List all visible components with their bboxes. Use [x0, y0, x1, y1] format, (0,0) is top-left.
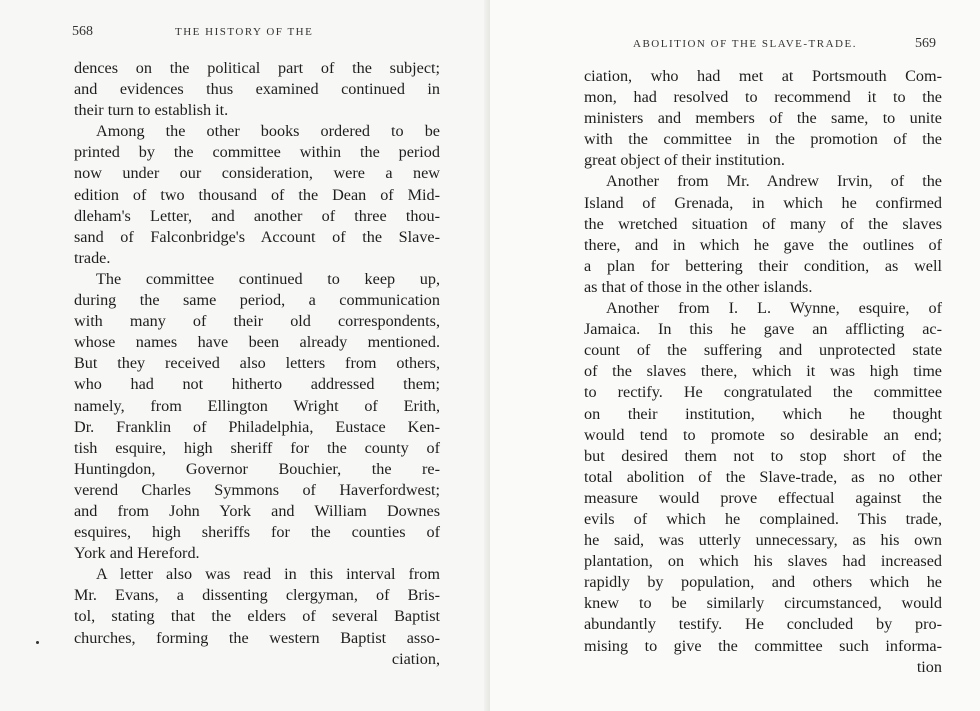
text-line: dences on the political part of the subject;	[74, 59, 440, 77]
page-number: 569	[915, 36, 936, 51]
text-line: whose names have been already mentioned.	[74, 333, 440, 352]
text-line: now under our consideration, were a new	[74, 164, 440, 183]
text-line: but desired them not to stop short of the	[584, 446, 942, 465]
text-line: churches, forming the western Baptist asso-	[74, 628, 440, 647]
text-line: he said, was utterly unnecessary, as his own	[584, 531, 942, 550]
text-line: and evidences thus examined continued in	[74, 80, 440, 99]
text-line: ciation,	[391, 649, 440, 668]
running-head: ABOLITION OF THE SLAVE-TRADE.	[633, 38, 857, 50]
text-line: Dr. Franklin of Philadelphia, Eustace Ken-	[74, 417, 440, 436]
text-line: on their institution, which he thought	[584, 404, 942, 423]
text-line: plantation, on which his slaves had increased	[584, 552, 942, 571]
text-line: Among the other books ordered to be	[96, 122, 440, 141]
text-line: with many of their old correspondents,	[74, 312, 440, 331]
text-line: But they received also letters from others,	[74, 354, 440, 373]
text-line: the wretched situation of many of the slaves	[584, 214, 942, 233]
text-line: measure would prove effectual against the	[584, 488, 942, 507]
text-line: York and Hereford.	[74, 544, 200, 563]
text-line: a plan for bettering their condition, as well	[584, 256, 942, 275]
text-line: there, and in which he gave the outlines of	[584, 235, 942, 254]
text-line: tish esquire, high sheriff for the county of	[74, 438, 440, 457]
text-line: would tend to promote so desirable an end;	[584, 425, 942, 444]
right-page-text	[584, 66, 942, 678]
text-line: who had not hitherto addressed them;	[74, 375, 440, 394]
text-line: printed by the committee within the period	[74, 143, 440, 162]
text-line: ciation, who had met at Portsmouth Com-	[584, 67, 942, 85]
text-line: to rectify. He congratulated the committee	[584, 383, 942, 402]
right-page	[490, 0, 980, 711]
text-line: edition of two thousand of the Dean of Mid-	[74, 185, 440, 204]
text-line: The committee continued to keep up,	[96, 269, 440, 288]
text-line: tion	[916, 657, 942, 676]
text-line: Mr. Evans, a dissenting clergyman, of Bris-	[74, 586, 440, 605]
text-line: knew to be similarly circumstanced, would	[584, 594, 942, 613]
text-line: as that of those in the other islands.	[584, 277, 813, 296]
text-line: mon, had resolved to recommend it to the	[584, 88, 942, 107]
text-line: A letter also was read in this interval from	[96, 565, 440, 584]
text-line: mising to give the committee such informa-	[584, 636, 942, 655]
text-line: Jamaica. In this he gave an afflicting ac-	[584, 320, 942, 339]
text-line: Another from I. L. Wynne, esquire, of	[606, 299, 942, 318]
text-line: Huntingdon, Governor Bouchier, the re-	[74, 459, 440, 478]
text-line: during the same period, a communication	[74, 291, 440, 310]
text-line: trade.	[74, 248, 111, 267]
text-line: sand of Falconbridge's Account of the Slave-	[74, 227, 440, 246]
text-line: dleham's Letter, and another of three thou-	[74, 206, 440, 225]
text-line: count of the suffering and unprotected state	[584, 341, 942, 360]
text-line: abundantly testify. He concluded by pro-	[584, 615, 942, 634]
text-line: evils of which he complained. This trade,	[584, 509, 942, 528]
text-line: total abolition of the Slave-trade, as no other	[584, 467, 942, 486]
text-line: ministers and members of the same, to unite	[584, 109, 942, 128]
text-line: verend Charles Symmons of Haverfordwest;	[74, 480, 440, 499]
left-page-text	[74, 58, 440, 670]
text-line: rapidly by population, and others which he	[584, 573, 942, 592]
text-line: of the slaves there, which it was high time	[584, 362, 942, 381]
text-line: with the committee in the promotion of the	[584, 130, 942, 149]
running-head: THE HISTORY OF THE	[175, 26, 314, 38]
text-line: their turn to establish it.	[74, 101, 229, 120]
text-line: tol, stating that the elders of several Baptist	[74, 607, 440, 626]
text-line: namely, from Ellington Wright of Erith,	[74, 396, 440, 415]
text-line: and from John York and William Downes	[74, 501, 440, 520]
text-line: esquires, high sheriffs for the counties of	[74, 523, 440, 542]
text-line: Island of Grenada, in which he confirmed	[584, 193, 942, 212]
page-number: 568	[72, 24, 93, 39]
margin-mark	[36, 641, 39, 644]
text-line: Another from Mr. Andrew Irvin, of the	[606, 172, 942, 191]
text-line: great object of their institution.	[584, 151, 785, 170]
